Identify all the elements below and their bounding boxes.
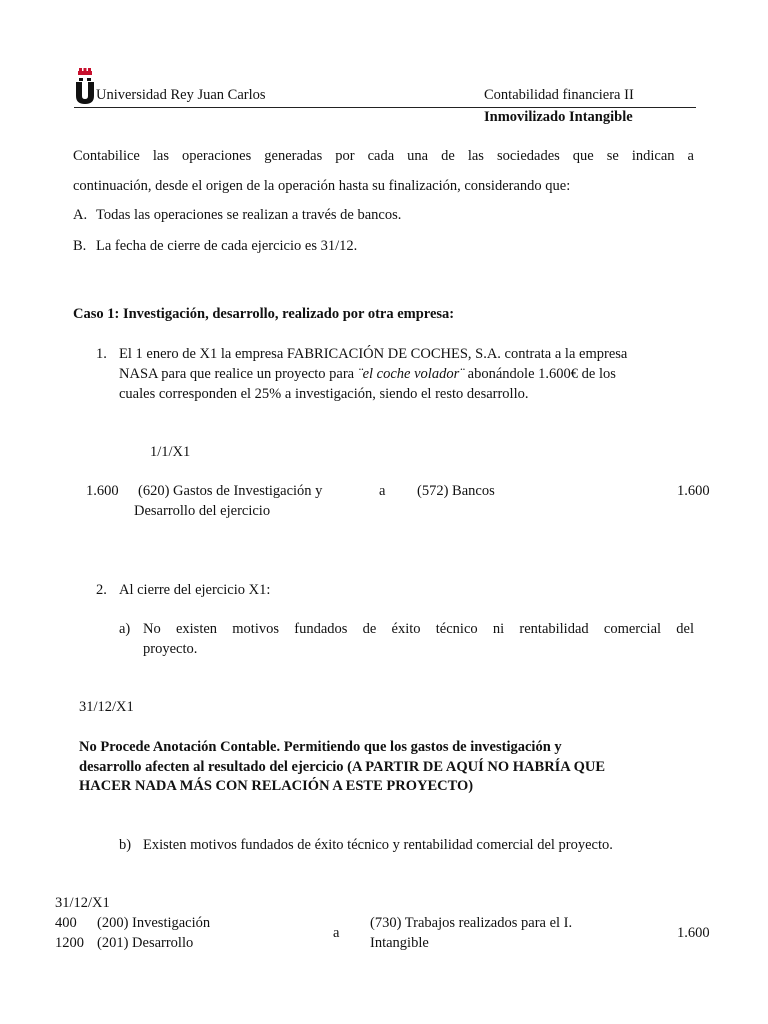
intro-line-1: Contabilice las operaciones generadas por cada una de las sociedades que se indican a	[73, 148, 694, 164]
course-name: Contabilidad financiera II	[484, 87, 634, 103]
no-entry-line-1: No Procede Anotación Contable. Permitiendo que los gastos de investigación y	[79, 739, 562, 755]
case-1-title: Caso 1: Investigación, desarrollo, realizado por otra empresa:	[73, 306, 455, 322]
entry-1-debit-account-cont: Desarrollo del ejercicio	[134, 503, 271, 519]
option-a-line-2: proyecto.	[143, 641, 198, 657]
step-1-line-1: El 1 enero de X1 la empresa FABRICACIÓN DE COCHES, S.A. contrata a la empresa	[119, 346, 628, 362]
option-b-marker: b)	[119, 837, 132, 853]
step-1-number: 1.	[96, 346, 107, 362]
intro-line-2: continuación, desde el origen de la operación hasta su finalización, considerando que:	[73, 178, 571, 194]
step-1-line-3: cuales corresponden el 25% a investigación, siendo el resto desarrollo.	[119, 386, 529, 402]
item-b-text: La fecha de cierre de cada ejercicio es 31/12.	[96, 238, 358, 254]
entry-a-date: 31/12/X1	[79, 699, 134, 715]
entry-1-debit-account: (620) Gastos de Investigación y	[138, 483, 323, 499]
entry-2-credit-account-cont: Intangible	[370, 935, 429, 951]
entry-2-date: 31/12/X1	[55, 895, 110, 911]
option-a-marker: a)	[119, 621, 131, 637]
entry-2-debit-1-amount: 400	[55, 915, 77, 931]
header-divider	[74, 107, 696, 108]
no-entry-line-2: desarrollo afecten al resultado del ejercicio (A PARTIR DE AQUÍ NO HABRÍA QUE	[79, 759, 606, 775]
entry-1-credit-account: (572) Bancos	[417, 483, 495, 499]
entry-1-date: 1/1/X1	[150, 444, 191, 460]
item-a-marker: A.	[73, 207, 88, 223]
entry-1-a: a	[379, 483, 386, 499]
university-name: Universidad Rey Juan Carlos	[96, 87, 266, 103]
entry-2-a: a	[333, 925, 340, 941]
step-2-number: 2.	[96, 582, 107, 598]
project-name: ¨el coche volador¨	[357, 366, 465, 382]
item-a-text: Todas las operaciones se realizan a través de bancos.	[96, 207, 402, 223]
entry-2-credit-account: (730) Trabajos realizados para el I.	[370, 915, 573, 931]
entry-2-debit-1-account: (200) Investigación	[97, 915, 211, 931]
item-b-marker: B.	[73, 238, 87, 254]
entry-1-debit-amount: 1.600	[86, 483, 119, 499]
entry-2-debit-2-amount: 1200	[55, 935, 84, 951]
entry-2-debit-2-account: (201) Desarrollo	[97, 935, 194, 951]
option-a-line-1: No existen motivos fundados de éxito técnico ni rentabilidad comercial del	[143, 621, 694, 637]
entry-1-credit-amount: 1.600	[677, 483, 710, 499]
university-logo	[74, 68, 96, 104]
step-2-text: Al cierre del ejercicio X1:	[119, 582, 271, 598]
topic-title: Inmovilizado Intangible	[484, 109, 633, 125]
no-entry-line-3: HACER NADA MÁS CON RELACIÓN A ESTE PROYECTO)	[79, 778, 474, 794]
entry-2-credit-amount: 1.600	[677, 925, 710, 941]
option-b-text: Existen motivos fundados de éxito técnico y rentabilidad comercial del proyecto.	[143, 837, 613, 853]
step-1-line-2: NASA para que realice un proyecto para ¨el coche volador¨ abonándole 1.600€ de los	[119, 366, 616, 382]
